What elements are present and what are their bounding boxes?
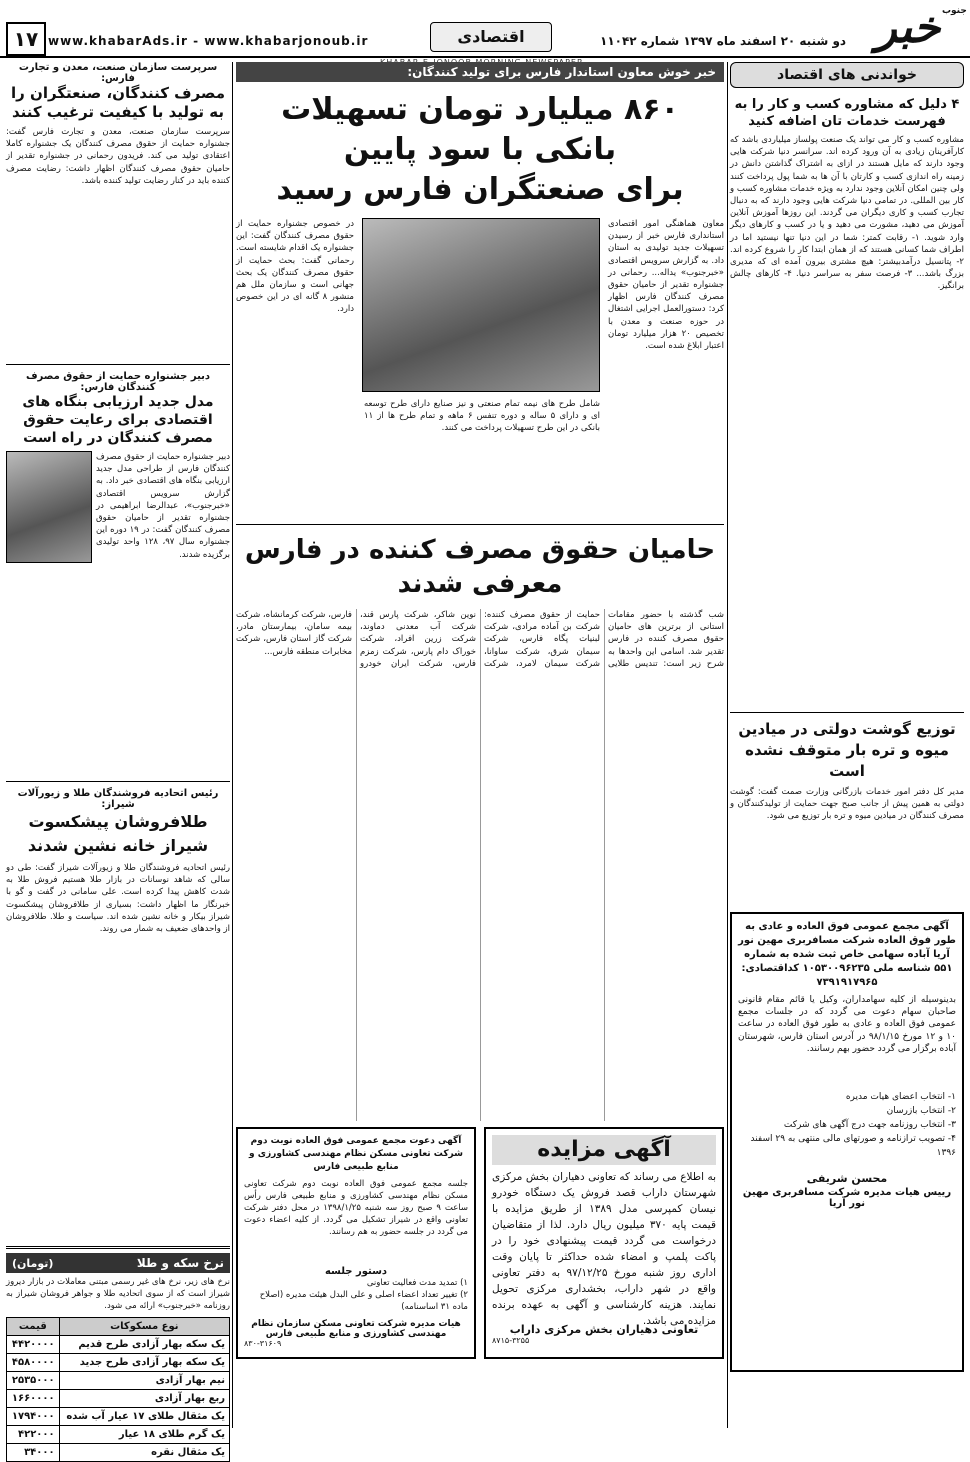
column-kicker: خواندنی های اقتصاد: [730, 62, 964, 88]
logo-sub: جنوب: [942, 6, 967, 16]
table-row: [7, 1372, 230, 1390]
coin-price: ۴۵۸۰۰۰۰: [7, 1354, 60, 1372]
agenda-item: ۲- انتخاب بازرسان: [886, 1106, 956, 1116]
main-headline-line2: برای صنعتگران فارس رسید: [276, 172, 684, 207]
table-row: [7, 1336, 230, 1354]
table-row: [7, 1408, 230, 1426]
column-divider: [727, 62, 728, 1428]
agenda-item: ۳- انتخاب روزنامه جهت درج آگهی های شرکت: [783, 1120, 956, 1130]
notice-body: جلسه مجمع عمومی فوق العاده نوبت دوم شرکت تعاونی مسکن نظام مهندسی کشاورزی و منابع طبیعی فارس رأس ساعت ۹ صبح روز سه شنبه ۱۳۹۸/۱/۲۵ در محل دفتر شرکت تعاونی واقع در شیراز تشکیل می گردد. از کلیه اعضاء دعوت می گردد در جلسه حضور به هم رسانند.: [244, 1179, 468, 1237]
article-headline-2: توزیع گوشت دولتی در میادین میوه و تره بار متوقف نشده است: [738, 720, 956, 780]
price-table: [6, 1317, 230, 1462]
ads-row: [236, 1127, 724, 1359]
table-row: [7, 1354, 230, 1372]
col-header: نوع مسکوکات: [59, 1318, 229, 1336]
honorees-list: شب گذشته با حضور مقامات استانی از برترین های حامیان حقوق مصرف کننده در فارس تقدیر شد. اسامی این واحدها به شرح زیر است: تندیس طلایی حمایت از حقوق مصرف کننده: شرکت بن آماده مرادی، شرکت لبنیات پگاه فارس، شرکت سیمان شرق، شرکت ساوانا، شرکت سیمان لامرد، شرکت نوین شاکر، شرکت پارس قند، شرکت آب معدنی دماوند، شرکت زرین افراد، شرکت خوراک دام پارس، شرکت زمزم فارس، شرکت ایران خودرو فارس، شرکت کرمانشاه، شرکت بیمه سامان، بیمارستان مادر، شرکت گاز استان فارس، شرکت مخابرات منطقه فارس...: [235, 610, 724, 669]
dateline: دو شنبه ۲۰ اسفند ماه ۱۳۹۷ شماره ۱۱۰۴۲: [600, 34, 847, 48]
coin-price: ۴۲۲۰۰۰: [7, 1426, 60, 1444]
coin-type: یک سکه بهار آزادی طرح قدیم: [59, 1336, 229, 1354]
ad-footer: رییس هیات مدیره شرکت مسافربری مهین نور آریا: [742, 1187, 952, 1209]
left-body-1: سرپرست سازمان صنعت، معدن و تجارت فارس گفت: جشنواره حمایت از حقوق مصرف کنندگان یک جشنواره کاملا اعتقادی تولید می کند. فریدون رحمانی در جشنواره تقدیر از حامیان حقوق مصرف کنندگان اظهار داشت: رضایت مصرف کننده باید در کنار رضایت تولید کننده باشد.: [6, 127, 230, 186]
main-headline-line1: ۸۶۰ میلیارد تومان تسهیلات بانکی با سود پایین: [281, 92, 679, 167]
price-title: نرخ سکه و طلا: [136, 1256, 224, 1270]
top-kicker: خبر خوش معاون استاندار فارس برای تولید کنندگان:: [236, 62, 724, 82]
tender-title: آگهی مزایده: [492, 1135, 716, 1165]
main-body-left: در خصوص جشنواره حمایت از حقوق مصرف کنندگان گفت: این جشنواره یک اقدام شایسته است. رحمانی گفت: بحث حمایت از حقوق مصرف کنندگان یک بحث جهانی است و سازمان ملل هم منشور ۸ گانه ای در این خصوص دارد.: [236, 219, 354, 315]
site-url[interactable]: www.khabarAds.ir - www.khabarjonoub.ir: [48, 34, 369, 48]
col-header: قیمت: [7, 1318, 60, 1336]
agenda-item: ۱- انتخاب اعضای هیات مدیره: [845, 1092, 956, 1102]
left-column: [6, 62, 230, 1462]
column-divider: [232, 62, 233, 1428]
right-column: [730, 62, 964, 1372]
table-row: [7, 1444, 230, 1462]
newspaper-logo: خبر: [875, 2, 941, 53]
left-kicker-3: رئیس اتحادیه فروشندگان طلا و زیورآلات شیراز:: [17, 788, 219, 810]
left-story-2: [6, 451, 230, 775]
notice-signer: هیات مدیره شرکت تعاونی مسکن سازمان نظام مهندسی کشاورزی و منابع طبیعی فارس: [251, 1319, 461, 1339]
coin-price: ۱۶۶۰۰۰۰: [7, 1390, 60, 1408]
table-header: [7, 1318, 230, 1336]
left-headline-3: طلافروشان پیشکسوت شیراز خانه نشین شدند: [27, 812, 209, 855]
tender-signer: تعاونی دهیاران بخش مرکزی داراب: [509, 1323, 699, 1336]
article-headline: ۴ دلیل که مشاوره کسب و کار را به فهرست خدمات تان اضافه کنید: [734, 97, 960, 129]
coin-price: ۴۴۲۰۰۰۰: [7, 1336, 60, 1354]
official-photo: [362, 218, 600, 392]
article-body-2: مدیر کل دفتر امور خدمات بازرگانی وزارت صمت گفت: گوشت دولتی به همین پیش از جانب صبح جهت حمایت از تولیدکنندگان و مصرف کنندگان در میادین میوه و تره بار توزیع می شود.: [730, 787, 964, 822]
agenda-item: ۴- تصویب ترازنامه و صورتهای مالی منتهی به ۲۹ اسفند ۱۳۹۶: [750, 1134, 956, 1158]
notice-agenda-item: ۲) تغییر تعداد اعضاء اصلی و علی البدل هیئت مدیره (اصلاح ماده ۳۱ اساسنامه): [259, 1290, 468, 1312]
coin-price: ۱۷۹۴۰۰۰: [7, 1408, 60, 1426]
table-row: [7, 1426, 230, 1444]
coin-type: نیم بهار آزادی: [59, 1372, 229, 1390]
main-body-right: معاون هماهنگی امور اقتصادی استانداری فارس خبر از رسیدن تسهیلات جدید تولیدی به استان داد. به گزارش سرویس اقتصادی «خبرجنوب» یداله... رحمانی در جشنواره تقدیر از حامیان حقوق مصرف کنندگان فارس اظهار کرد: دستورالعمل اجرایی اشتغال در حوزه صنعت و معدن با تخصیص ۲۰ هزار میلیارد تومان اعتبار ابلاغ شده است.: [608, 219, 724, 352]
coin-type: یک گرم طلای ۱۸ عیار: [59, 1426, 229, 1444]
coin-type: یک مثقال نقره: [59, 1444, 229, 1462]
left-kicker-2: دبیر جشنواره حمایت از حقوق مصرف کنندگان فارس:: [25, 371, 211, 393]
notice-code: ۸۳۰-۳۱۶۰۹: [244, 1339, 282, 1348]
coin-price: ۳۴۰۰۰: [7, 1444, 60, 1462]
middle-section: [236, 62, 724, 1359]
coop-notice: [236, 1127, 476, 1359]
notice-agenda-title: دستور جلسه: [324, 1266, 388, 1277]
coin-type: ربع بهار آزادی: [59, 1390, 229, 1408]
left-body-2: دبیر جشنواره حمایت از حقوق مصرف کنندگان فارس از طراحی مدل جدید ارزیابی بنگاه های اقتصادی خبر داد. به گزارش سرویس اقتصادی «خبرجنوب»، عبدالرضا ابراهیمی در جشنواره تقدیر از حامیان حقوق مصرف کنندگان گفت: در ۱۹ دوره این جشنواره سال ۹۷، ۱۲۸ واحد تولیدی برگزیده شدند.: [96, 452, 230, 560]
ad-agenda: [738, 1090, 956, 1160]
left-headline-1: مصرف کنندگان، صنعتگران را به تولید با کیفیت ترغیب کنند: [11, 84, 225, 121]
section-label: اقتصادی: [430, 22, 552, 52]
page-number: ۱۷: [6, 22, 46, 56]
coin-type: یک سکه بهار آزادی طرح جدید: [59, 1354, 229, 1372]
tender-ad: [484, 1127, 724, 1359]
tender-code: ۸۷۱۵-۳۲۵۵: [492, 1336, 530, 1345]
main-story: [236, 218, 724, 518]
table-row: [7, 1390, 230, 1408]
second-headline: حامیان حقوق مصرف کننده در فارس معرفی شدند: [244, 535, 716, 599]
ad-title: آگهی مجمع عمومی فوق العاده و عادی به طور فوق العاده شرکت مسافربری مهین نور آریا آباده سهامی خاص ثبت شده به شماره ۵۵۱ شناسه ملی ۱۰۵۳۰۰۹۶۲۳۵ کداقتصادی: ۷۳۹۱۹۱۷۹۶۵: [738, 921, 956, 988]
secretary-photo: [6, 451, 92, 563]
article-body: مشاوره کسب و کار می تواند یک صنعت پولساز میلیاردی باشد که کارآفرینان زیادی به آن ورود کرده اند. سرانسر دنیا شرکت هایی وجود دارند که مایل هستند در ازای به اشتراک گذاشتن دانش در زمینه راه اندازی کسب و کارتان با آن ها به شما پول پرداخت کنند ولی چنین امکان آنلاین وجود ندارد به ویژه خدمات مشاوره کسب و کار بین المللی. در تمامی دنیا شرکت هایی وجود دارند که به دنبال تجارب کسب و کاری دیگران می گردند. این روزها آموزش آنلاین آموزش می دهید، مشورت می دهید و یا در کسب و کارهای دیگر وارد شوید. ۱- رقابت کمتر: شما در این دنیا تنها نیستید اما در اطراف شما کسانی هستند که از همان ابتدا کار را شروع کرده اند. ۲- پتانسیل درآمدبیشتر: هیچ مشتری بیرون آمده ای که مدیری بزرگ باشد... ۳- فرصت سفر به سراسر دنیا. ۴- کارهای چالش برانگیز.: [730, 135, 965, 292]
notice-title: آگهی دعوت مجمع عمومی فوق العاده نوبت دوم شرکت تعاونی مسکن نظام مهندسی کشاورزی و منابع طبیعی فارس: [248, 1136, 464, 1172]
ad-body: بدینوسیله از کلیه سهامداران، وکیل یا قائم مقام قانونی صاحبان سهام دعوت می گردد که در جلسات مجمع عمومی فوق العاده و عادی به طور فوق العاده در ساعت ۱۰ و ۱۲ مورخ ۹۸/۱/۱۵ در آدرس استان فارس، شهرستان آباده برگزار می گردد حضور بهم رسانند.: [738, 995, 956, 1054]
main-body-center: شامل طرح های نیمه تمام صنعتی و نیز صنایع دارای طرح توسعه ای و دارای ۵ ساله و دوره تنفس ۶ ماهه و تمام طرح ها از ۱۱ بانکی در این طرح تسهیلات پرداخت می کنند.: [364, 399, 600, 434]
price-unit: (تومان): [12, 1256, 54, 1270]
coin-type: یک مثقال طلای ۱۷ عیار آب شده: [59, 1408, 229, 1426]
ad-signer: محسن شریفی: [806, 1172, 888, 1185]
price-title-bar: [6, 1253, 230, 1273]
price-intro: نرخ های زیر، نرخ های غیر رسمی مبتنی معاملات در بازار دیروز شیراز است که از سوی اتحادیه طلا و جواهر فروشان شیراز به روزنامه «خبرجنوب» ارائه می شود.: [6, 1277, 230, 1312]
meeting-ad: [730, 912, 964, 1372]
left-headline-2: مدل جدید ارزیابی بنگاه های اقتصادی برای رعایت حقوق مصرف کنندگان در راه است: [22, 394, 214, 446]
left-kicker-1: سرپرست سازمان صنعت، معدن و تجارت فارس:: [18, 62, 218, 84]
tender-body: به اطلاع می رساند که تعاونی دهیاران بخش مرکزی شهرستان داراب قصد فروش یک دستگاه خودرو نیسان کمپرسی مدل ۱۳۸۹ از طریق مزایده با قیمت پایه ۳۷۰ میلیون ریال دارد. لذا از متقاضیان درخواست می گردد قیمت پیشنهادی خود را در پاکت پلمپ و امضاء شده حداکثر تا پایان وقت اداری روز شنبه مورخ ۹۷/۱۲/۲۵ به دفتر تعاونی واقع در شهر داراب، بخشداری مرکزی تحویل نمایند. هزینه کارشناسی و آگهی به عهده برنده مزایده می باشد.: [492, 1171, 717, 1327]
left-body-3: رئیس اتحادیه فروشندگان طلا و زیورآلات شیراز گفت: طی دو سالی که شاهد نوسانات در بازار طلا هستیم فروش طلا به شدت کاهش پیدا کرده است. علی سامانی در گفت و گو با خبرنگار ما اظهار داشت: بسیاری از طلافروشان پیشکسوت شیراز بیکار و خانه نشین شده اند. سیاست و طلا. طلافروشان از واحدهای ضعیف به شمار می روند.: [6, 863, 230, 935]
notice-agenda-item: ۱) تمدید مدت فعالیت تعاونی: [366, 1278, 468, 1288]
coin-price: ۲۵۳۵۰۰۰: [7, 1372, 60, 1390]
